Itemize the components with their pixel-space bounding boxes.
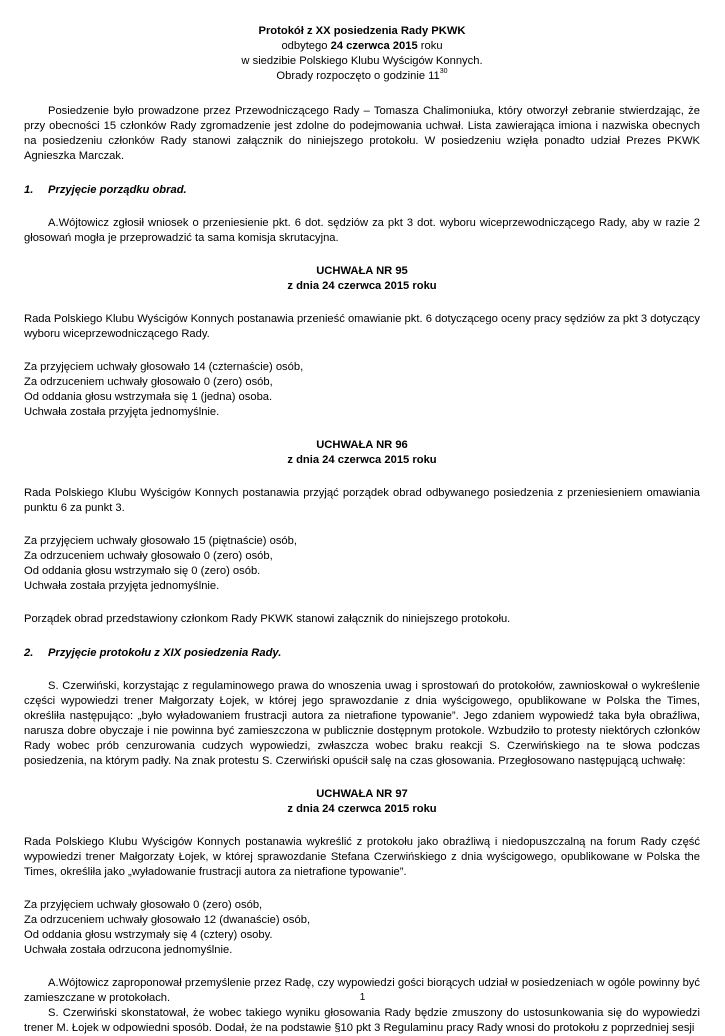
section-heading-1: 1. Przyjęcie porządku obrad. <box>24 184 187 196</box>
vote-result: Uchwała została przyjęta jednomyślnie. <box>24 580 220 592</box>
page-number: 1 <box>359 992 366 1003</box>
resolution-95-title: UCHWAŁA NR 95 <box>316 265 408 277</box>
start-minutes: 30 <box>439 68 448 75</box>
vote-line: Za przyjęciem uchwały głosowało 0 (zero) osób, <box>24 899 263 911</box>
document-title: Protokół z XX posiedzenia Rady PKWK <box>258 25 466 37</box>
resolution-95-date: z dnia 24 czerwca 2015 roku <box>287 280 437 292</box>
vote-line: Za przyjęciem uchwały głosowało 14 (czternaście) osób, <box>24 361 304 373</box>
vote-line: Za odrzuceniem uchwały głosowało 0 (zero) osób, <box>24 550 273 562</box>
meeting-date: 24 czerwca 2015 <box>330 40 418 52</box>
vote-line: Za odrzuceniem uchwały głosowało 0 (zero) osób, <box>24 376 273 388</box>
closing-paragraph: S. Czerwiński skonstatował, że wobec takiego wyniku głosowania Rady będzie zmuszony do ustosunkowania się do wypowiedzi trener M. Łojek w odpowiedni sposób. Dodał, że na podstawie §10 pkt 3 Regulaminu pracy Rady wnosi do protokołu z poprzedniej sesji <box>24 1007 700 1034</box>
agenda-note: Porządek obrad przedstawiony członkom Rady PKWK stanowi załącznik do niniejszego protokołu. <box>24 613 511 625</box>
resolution-97-date: z dnia 24 czerwca 2015 roku <box>287 803 437 815</box>
vote-line: Za odrzuceniem uchwały głosowało 12 (dwanaście) osób, <box>24 914 311 926</box>
document-page <box>24 24 700 1036</box>
resolution-96-title: UCHWAŁA NR 96 <box>316 439 408 451</box>
motion-paragraph: A.Wójtowicz zgłosił wniosek o przeniesienie pkt. 6 dot. sędziów za pkt 3 dot. wyboru wiceprzewodniczącego Rady, aby w razie 2 głosowań mogła je przeprowadzić ta sama komisja skrutacyjna. <box>24 217 700 244</box>
resolution-95-text: Rada Polskiego Klubu Wyścigów Konnych postanawia przenieść omawianie pkt. 6 dotyczącego oceny pracy sędziów za pkt 3 dotyczący wyboru wiceprzewodniczącego Rady. <box>24 313 700 340</box>
meeting-start-time: Obrady rozpoczęto o godzinie $11^{30}$ <box>276 68 448 82</box>
vote-line: Od oddania głosu wstrzymało się 0 (zero) osób. <box>24 565 261 577</box>
closing-paragraph: A.Wójtowicz zaproponował przemyślenie przez Radę, czy wypowiedzi gości biorących udział w posiedzeniach w ogóle powinny być zamieszczane w protokołach. <box>24 977 700 1004</box>
resolution-96-date: z dnia 24 czerwca 2015 roku <box>287 454 437 466</box>
vote-result: Uchwała została przyjęta jednomyślnie. <box>24 406 220 418</box>
vote-result: Uchwała została odrzucona jednomyślnie. <box>24 944 233 956</box>
intro-paragraph: Posiedzenie było prowadzone przez Przewodniczącego Rady – Tomasza Chalimoniuka, który otworzył zebranie stwierdzając, że przy obecności 15 członków Rady zgromadzenie jest zdolne do podejmowania uchwał. Lista zawierająca imiona i nazwiska obecnych na posiedzeniu członków Rady stanowi załącznik do niniejszego protokołu. W posiedzeniu wzięła ponadto udział Prezes PKWK Agnieszka Marczak. <box>24 105 700 162</box>
resolution-96-text: Rada Polskiego Klubu Wyścigów Konnych postanawia przyjąć porządek obrad odbywanego posiedzenia z przeniesieniem omawiania punktu 6 za punkt 3. <box>24 487 700 514</box>
vote-line: Za przyjęciem uchwały głosowało 15 (piętnaście) osób, <box>24 535 297 547</box>
vote-line: Od oddania głosu wstrzymały się 4 (cztery) osoby. <box>24 929 273 941</box>
resolution-97-text: Rada Polskiego Klubu Wyścigów Konnych postanawia wykreślić z protokołu jako obraźliwą i niedopuszczalną na forum Rady część wypowiedzi trener Małgorzaty Łojek, w której sprawozdanie Stefana Czerwińskiego z dnia wyścigowego, opublikowane w Polska the Times, określiła jako „wyładowanie frustracji autora za nietrafione typowanie”. <box>24 836 700 878</box>
resolution-97-title: UCHWAŁA NR 97 <box>316 788 408 800</box>
section-2-paragraph: S. Czerwiński, korzystając z regulaminowego prawa do wnoszenia uwag i sprostowań do protokołów, zawnioskował o wykreślenie części wypowiedzi trener Małgorzaty Łojek, w której jego sprawozdanie z dnia wyścigowego, opublikowane w Polska the Times, określiła następująco: „było wyładowaniem frustracji autora za nietrafione typowanie”. Jego zdaniem wypowiedź taka była obraźliwa, narusza dobre obyczaje i nie powinna być zamieszczona w publicznie dostępnym protokole. Wzbudziło to protesty niektórych członków Rady wobec prób cenzurowania cudzych wypowiedzi, zwłaszcza wobec braku reakcji S. Czerwińskiego na te słowa podczas posiedzenia, na którym padły. Na znak protestu S. Czerwiński opuścił salę na czas głosowania. Przegłosowano następującą uchwałę: <box>24 680 700 767</box>
section-heading-2: 2. Przyjęcie protokołu z XIX posiedzenia Rady. <box>24 647 282 659</box>
meeting-date-line: odbytego 24 czerwca 2015 roku <box>281 40 443 52</box>
vote-line: Od oddania głosu wstrzymała się 1 (jedna) osoba. <box>24 391 273 403</box>
meeting-location: w siedzibie Polskiego Klubu Wyścigów Konnych. <box>241 55 483 67</box>
